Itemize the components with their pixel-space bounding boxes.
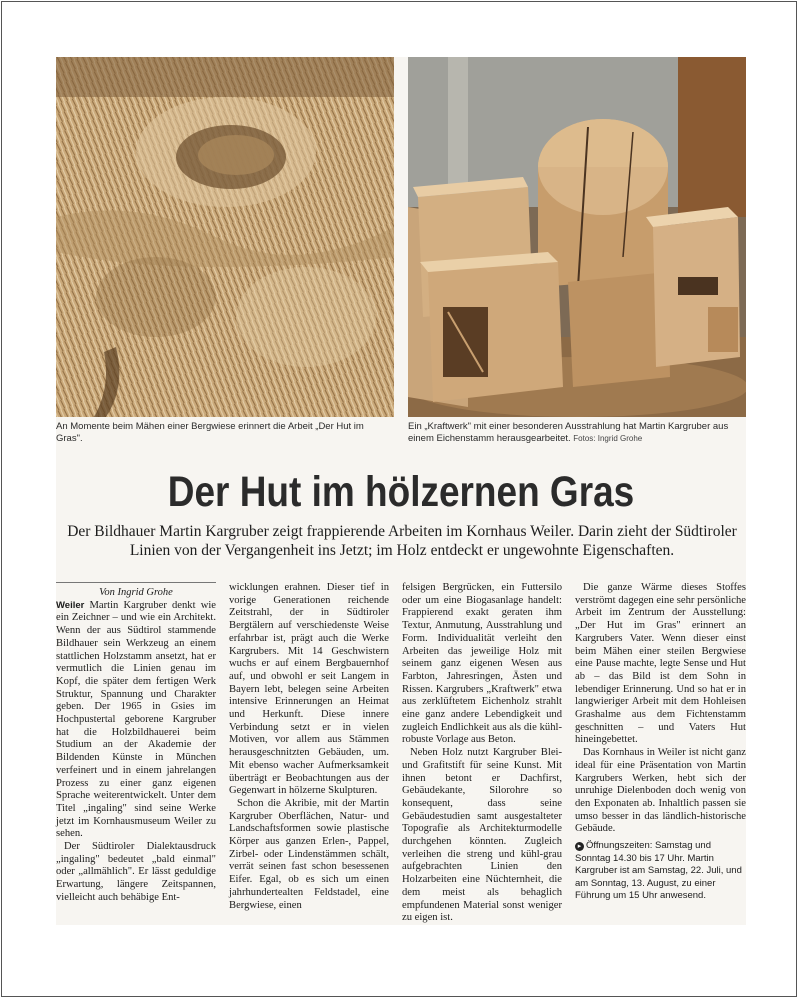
byline: Von Ingrid Grohe — [99, 587, 173, 598]
paragraph: Der Südtiroler Dialektausdruck „ingaling" bedeutet „bald einmal" oder „allmählich". Er lässt geduldige Erwartung, längere Zeitspannen, vielleicht auch behäbige Ent- — [56, 841, 216, 903]
photo-credit: Fotos: Ingrid Grohe — [573, 434, 643, 443]
paragraph — [56, 600, 216, 841]
paragraph: Neben Holz nutzt Kargruber Blei- und Grafitstift für seine Kunst. Mit ihnen betont er Dachfirst, Gebäudekante, Silorohre so konsequent, dass seine Gebäudestudien samt ausgestalteter Topografie als Architekturmodelle durchgehen könnten. Zugleich verleihen die streng und kühl-grau aufgebrachten Linien den Holzarbeiten eine Nüchternheit, die dem meist als behaglich empfundenen Material sonst weniger zu eigen ist. — [402, 747, 562, 924]
byline-rule — [56, 582, 216, 583]
paragraph: Die ganze Wärme dieses Stoffes verströmt dagegen eine sehr persönliche Arbeit im Zentrum der Ausstellung: „Der Hut im Gras" erinnert an Kargrubers Vater. Wenn dieser einst beim Mähen einer steilen Bergwiese eine Pause machte, legte Sense und Hut ab – das Bild ist dem Sohn in lebendiger Erinnerung. Und so hat er in langwieriger Arbeit mit dem Hohleisen Grashalme aus dem Fichtenstamm geschnitten – und Vaters Hut hineingebettet. — [575, 582, 746, 746]
info-bullet-icon: ▸ — [575, 842, 584, 851]
text-column-2 — [229, 582, 389, 912]
text-column-4 — [575, 582, 746, 903]
dateline: Weiler — [56, 599, 85, 611]
opening-hours-info — [575, 840, 746, 903]
text-column-1 — [56, 582, 216, 905]
newspaper-clipping — [56, 57, 746, 925]
caption-text: An Momente beim Mähen einer Bergwiese erinnert die Arbeit „Der Hut im Gras". — [56, 421, 364, 444]
subheadline: Der Bildhauer Martin Kargruber zeigt frappierende Arbeiten im Kornhaus Weiler. Darin zieht der Südtiroler Linien von der Vergangenheit ins Jetzt; im Holz entdeckt er ungewohnte Eigenschaften. — [67, 523, 737, 559]
article-body — [56, 582, 746, 922]
paragraph: Das Kornhaus in Weiler ist nicht ganz ideal für eine Präsentation von Martin Kargrubers Werken, hebt sich der unruhige Dielenboden doch wenig von den Exponaten ab. Inhaltlich passen sie umso besser in das ländlich-historische Gebäude. — [575, 747, 746, 835]
photo-kraftwerk — [408, 57, 746, 417]
photo-hat-in-grass — [56, 57, 394, 417]
paragraph: felsigen Bergrücken, ein Futtersilo oder um eine Biogasanlage handelt: Frappierend exakt geraten ihm Textur, Anmutung, Ausstrahlung und Form. Individualität verleiht den Arbeiten das jeweilige Holz mit seinem ganz eigenen Wesen aus Farbton, Jahresringen, Ästen und Rissen. Kargrubers „Kraftwerk" etwa aus zerklüftetem Eichenholz strahlt eine ganz andere Lebendigkeit und zugleich Endlichkeit aus als die kühl-robuste Vorlage aus Beton. — [402, 582, 562, 746]
grass-sculpture-image — [56, 57, 394, 417]
text-column-3 — [402, 582, 562, 925]
photo-caption-left — [56, 421, 386, 445]
paragraph: Schon die Akribie, mit der Martin Kargruber Oberflächen, Natur- und Landschaftsformen sowie plastische Körper aus ganzen Erlen-, Pappel, Zirbel- oder Lindenstämmen schält, verrät seinen fast schon besessenen Eifer. Egal, ob es sich um einen jahrhundertealten Feldstadel, eine Bergwiese, einen — [229, 797, 389, 911]
caption-text: Ein „Kraftwerk" mit einer besonderen Ausstrahlung hat Martin Kargruber aus einem Eichenstamm herausgearbeitet. — [408, 421, 729, 444]
headline: Der Hut im hölzernen Gras — [167, 468, 635, 516]
info-text: Öffnungszeiten: Samstag und Sonntag 14.30 bis 17 Uhr. Martin Kargruber ist am Samstag, 22. Juli, und am Sonntag, 13. August, zu einer Führung um 15 Uhr anwesend. — [575, 840, 742, 902]
wooden-powerplant-image — [408, 57, 746, 417]
paragraph-text: Martin Kargruber denkt wie ein Zeichner – und wie ein Architekt. Wenn der aus Südtirol stammende Bildhauer sein Werkzeug an einem stattlichen Holzstamm ansetzt, hat er vermutlich die Linien genau im Kopf, die später dem fertigen Werk Struktur, Spannung und Charakter geben. Der 1965 in Gsies im Hochpustertal geborene Kargruber hat die Holzbildhauerei beim Studium an der Akademie der Bildenden Künste in München verfeinert und in einem jahrelangen Prozess zu einer ganz eigenen Sprache weiterentwickelt. Unter dem Titel „ingaling" sind seine Werke jetzt im Kornhausmuseum Weiler zu sehen. — [56, 599, 216, 840]
paragraph: wicklungen erahnen. Dieser tief in vorige Generationen reichende Zeitstrahl, der in Südtiroler Bergtälern auf verschiedenste Weise erfahrbar ist, prägt auch die Werke Kargrubers. Mit 14 Geschwistern wuchs er auf einem Bergbauernhof auf, und obwohl er seit Langem in Bayern lebt, belegen seine Arbeiten intensive Erinnerungen an Heimat und Herkunft. Diese innere Verbindung setzt er in vielen Motiven, vor allem aus Stämmen herausgeschnitzten Gebäuden, um. Mit ebenso wacher Aufmerksamkeit überträgt er Beobachtungen aus der Gegenwart in hölzerne Skulpturen. — [229, 582, 389, 797]
photo-caption-right — [408, 421, 746, 445]
